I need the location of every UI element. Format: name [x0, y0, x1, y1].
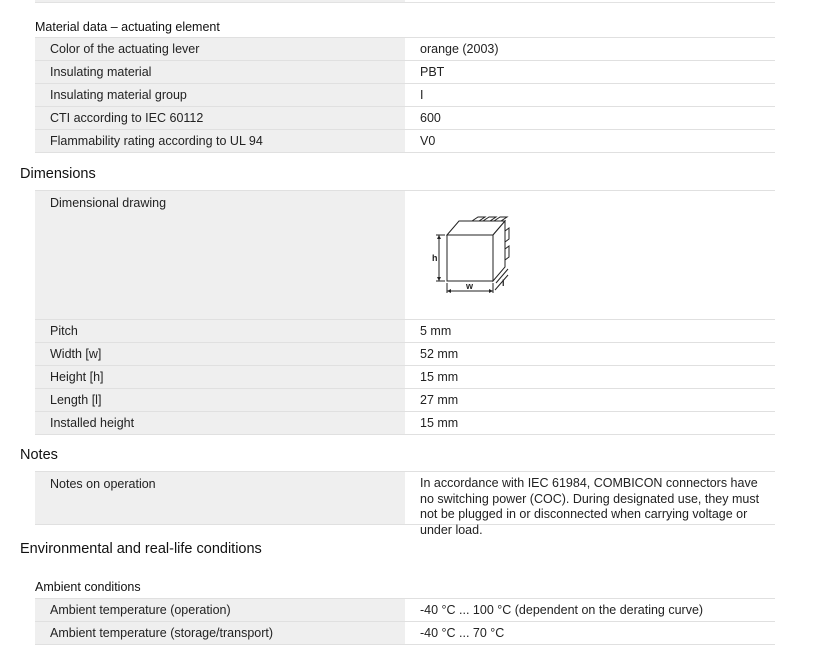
row-label: Dimensional drawing: [35, 191, 405, 319]
table-row: [35, 37, 775, 60]
table-row: [35, 83, 775, 106]
row-value: 15 mm: [420, 370, 459, 384]
row-label: Pitch: [35, 320, 405, 342]
row-label: Length [l]: [35, 389, 405, 411]
section-title-dimensions: Dimensions: [20, 166, 96, 182]
section-title-notes: Notes: [20, 447, 58, 463]
row-value: 5 mm: [420, 324, 452, 338]
table-material-actuating: [35, 37, 775, 153]
row-label: Height [h]: [35, 366, 405, 388]
row-label: Flammability rating according to UL 94: [35, 130, 405, 152]
row-value: orange (2003): [420, 42, 499, 56]
group-title-ambient-conditions: Ambient conditions: [35, 580, 141, 594]
row-value: I: [420, 88, 424, 102]
table-row: [35, 60, 775, 83]
row-value: -40 °C ... 100 °C (dependent on the derating curve): [420, 603, 704, 617]
table-row: [35, 129, 775, 153]
section-title-environment: Environmental and real-life conditions: [20, 541, 262, 557]
table-row: [35, 598, 775, 621]
table-row-drawing: [35, 190, 775, 319]
row-label: Ambient temperature (storage/transport): [35, 622, 405, 644]
row-label: Insulating material group: [35, 84, 405, 106]
height-letter: h: [432, 253, 438, 263]
dimensional-drawing-cell: [405, 191, 775, 319]
row-value: V0: [420, 134, 436, 148]
table-row: [35, 471, 775, 537]
table-row: [35, 106, 775, 129]
row-value: 15 mm: [420, 416, 459, 430]
table-row: [35, 388, 775, 411]
table-dimensions: [35, 190, 775, 435]
previous-table-end: [35, 0, 775, 3]
row-label: CTI according to IEC 60112: [35, 107, 405, 129]
table-row: [35, 342, 775, 365]
row-label: Insulating material: [35, 61, 405, 83]
table-row: [35, 411, 775, 435]
row-value: In accordance with IEC 61984, COMBICON connectors have no switching power (COC). During designated use, they must not be plugged in or disconnected when carrying voltage or under load.: [420, 476, 760, 537]
table-notes: [35, 471, 775, 537]
row-value: PBT: [420, 65, 445, 79]
table-row: [35, 319, 775, 342]
group-title-material-actuating: Material data – actuating element: [35, 20, 220, 34]
row-value: 27 mm: [420, 393, 459, 407]
row-label: Color of the actuating lever: [35, 38, 405, 60]
table-row: [35, 621, 775, 645]
width-letter: w: [466, 281, 474, 291]
row-label: Width [w]: [35, 343, 405, 365]
row-value: -40 °C ... 70 °C: [420, 626, 505, 640]
length-letter: l: [502, 278, 505, 288]
row-label: Ambient temperature (operation): [35, 599, 405, 621]
table-row: [35, 365, 775, 388]
table-ambient-conditions: [35, 598, 775, 645]
dimensional-drawing: [432, 209, 555, 309]
row-label: Installed height: [35, 412, 405, 434]
row-label: Notes on operation: [35, 472, 405, 524]
row-value: 52 mm: [420, 347, 459, 361]
row-value: 600: [420, 111, 441, 125]
